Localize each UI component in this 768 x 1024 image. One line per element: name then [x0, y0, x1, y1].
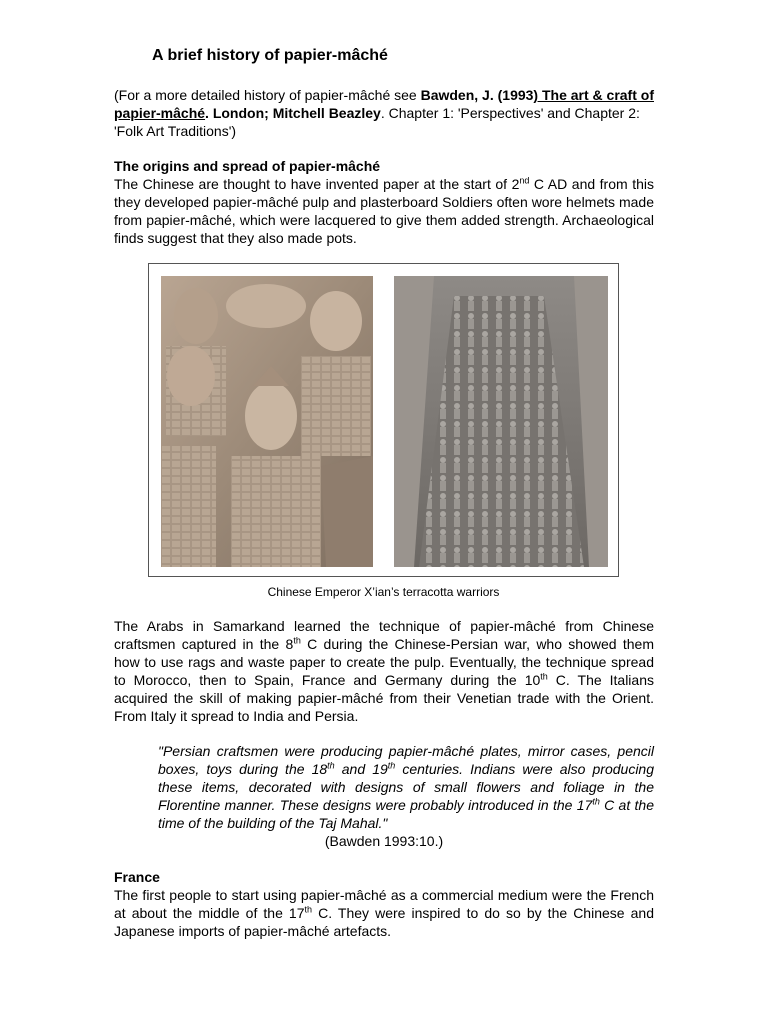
ordinal-sup: nd	[519, 175, 530, 186]
france-paragraph	[114, 886, 654, 940]
figure-caption: Chinese Emperor X’ian’s terracotta warriors	[267, 585, 500, 599]
section-heading-origins: The origins and spread of papier-mâché	[114, 158, 381, 174]
quote-citation: (Bawden 1993:10.)	[324, 833, 444, 849]
origins-text-b: C AD and from this they developed papier-mâché pulp and plasterboard Soldiers often wore helmets made from papier-mâché, which were lacquered to give them added strength. Archaeological finds suggest that they also made pots.	[114, 176, 654, 246]
block-quote	[158, 742, 654, 832]
section-origins	[114, 157, 654, 247]
arabs-text-a: The Arabs in Samarkand learned the technique of papier-mâché from Chinese craftsmen captured in the 8	[114, 618, 654, 652]
citation-publisher: . London; Mitchell Beazley	[205, 105, 381, 121]
page-title: A brief history of papier-mâché	[152, 47, 388, 64]
quote-text-d: C at the time of the building of the Taj Mahal."	[158, 797, 654, 831]
photo-warriors-pit	[394, 276, 608, 567]
citation-author: Bawden, J. (1993	[420, 87, 534, 103]
figure-terracotta-warriors	[148, 263, 619, 577]
terracotta-warriors-closeup-image	[161, 276, 373, 567]
arabs-text-c: C. The Italians acquired the skill of making papier-mâché from their Venetian trade with the Orient. From Italy it spread to India and Persia.	[114, 672, 654, 724]
arabs-text-b: C during the Chinese-Persian war, who showed them how to use rags and waste paper to create the pulp. Eventually, the technique spread to Morocco, then to Spain, France and Germany during the 10	[114, 636, 654, 688]
section-heading-france: France	[114, 869, 160, 885]
ordinal-sup: th	[304, 904, 313, 915]
ordinal-sup: th	[540, 671, 548, 682]
arabs-paragraph	[114, 617, 654, 725]
origins-text-a: The Chinese are thought to have invented paper at the start of 2	[114, 176, 520, 192]
intro-paragraph	[114, 86, 654, 140]
quote-text-c: centuries. Indians were also producing these items, decorated with designs of small flowers and foliage in the Florentine manner. These designs were probably introduced in the 17	[158, 761, 654, 813]
ordinal-sup: th	[387, 760, 396, 771]
origins-paragraph	[114, 175, 654, 247]
france-text-b: C. They were inspired to do so by the Chinese and Japanese imports of papier-mâché artefacts.	[114, 905, 654, 939]
citation-book-title: ) The art & craft of papier-mâché	[114, 87, 654, 121]
ordinal-sup: th	[327, 760, 335, 771]
terracotta-army-pit-image	[394, 276, 608, 567]
france-text-a: The first people to start using papier-mâché as a commercial medium were the French at about the middle of the 17	[114, 887, 654, 921]
intro-text: (For a more detailed history of papier-mâché see	[114, 87, 421, 103]
photo-warriors-closeup	[161, 276, 373, 567]
ordinal-sup: th	[592, 796, 600, 807]
section-france	[114, 868, 654, 940]
section-arabs	[114, 617, 654, 725]
quote-text-a: "Persian craftsmen were producing papier-mâché plates, mirror cases, pencil boxes, toys during the 18	[158, 743, 654, 777]
intro-chapters: . Chapter 1: 'Perspectives' and Chapter 2: 'Folk Art Traditions')	[114, 105, 640, 139]
quote-text-b: and 19	[334, 761, 388, 777]
ordinal-sup: th	[293, 635, 301, 646]
